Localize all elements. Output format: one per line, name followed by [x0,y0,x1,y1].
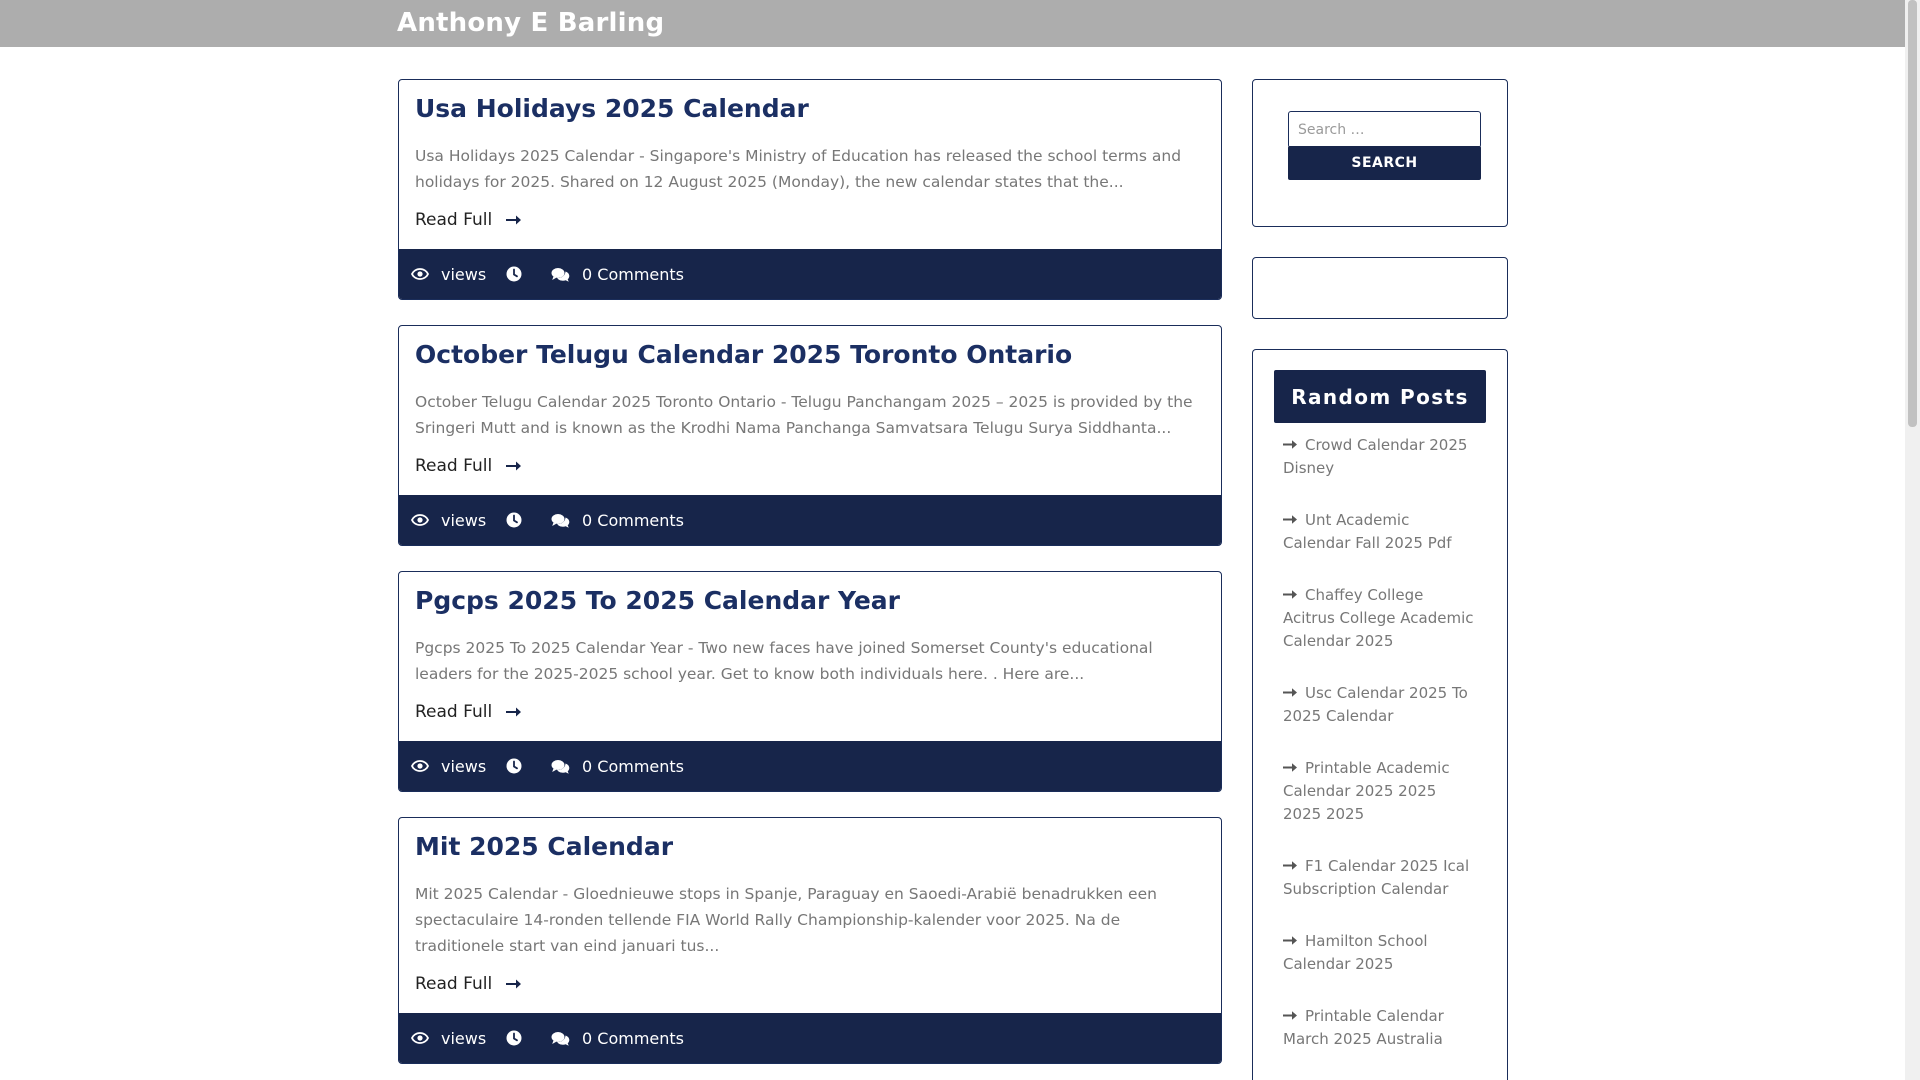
views-meta [411,495,486,545]
post-card [398,817,1222,1064]
empty-widget [1252,257,1508,319]
arrow-right-icon [506,978,521,990]
arrow-right-icon [1283,439,1297,450]
random-post-title: Printable Calendar March 2025 Australia [1283,1007,1444,1048]
comments-meta[interactable] [551,249,684,299]
time-meta [506,1013,522,1063]
post-meta-bar [399,741,1221,791]
random-post-title: Usc Calendar 2025 To 2025 Calendar [1283,684,1468,725]
views-meta [411,1013,486,1063]
read-more-label: Read Full [415,210,493,230]
random-post-link[interactable] [1283,757,1478,826]
clock-icon [506,758,522,774]
views-label: views [441,756,487,776]
arrow-right-icon [1283,514,1297,525]
post-excerpt: Pgcps 2025 To 2025 Calendar Year - Two new faces have joined Somerset County's educational leaders for the 2025-2025 school year. Get to know both individuals here. . Here are... [415,639,1153,683]
post-card [398,79,1222,300]
post-meta-bar [399,1013,1221,1063]
eye-icon [411,268,429,280]
random-post-link[interactable] [1283,855,1478,901]
comments-icon [551,1031,570,1046]
post-title[interactable]: October Telugu Calendar 2025 Toronto Ontario [415,340,1073,369]
arrow-right-icon [1283,687,1297,698]
post-title[interactable]: Pgcps 2025 To 2025 Calendar Year [415,586,900,615]
read-more-label: Read Full [415,974,493,994]
post-meta-bar [399,495,1221,545]
time-meta [506,495,522,545]
scrollbar-thumb[interactable] [1908,0,1917,427]
random-posts-heading: Random Posts [1274,370,1486,423]
arrow-right-icon [1283,935,1297,946]
post-excerpt: Usa Holidays 2025 Calendar - Singapore's Ministry of Education has released the school terms and holidays for 2025. Shared on 12 August 2025 (Monday), the new calendar states that the... [415,147,1182,191]
comments-count: 0 Comments [582,756,684,776]
comments-count: 0 Comments [582,1028,684,1048]
views-label: views [441,264,487,284]
arrow-right-icon [1283,762,1297,773]
search-input[interactable] [1288,111,1481,148]
search-widget [1252,79,1508,227]
random-post-title: Crowd Calendar 2025 Disney [1283,436,1468,477]
read-more-link[interactable] [415,456,521,476]
arrow-right-icon [506,214,521,226]
search-button[interactable]: SEARCH [1288,146,1481,180]
random-post-link[interactable] [1283,509,1478,555]
comments-meta[interactable] [551,1013,684,1063]
post-meta-bar [399,249,1221,299]
views-label: views [441,510,487,530]
page-scrollbar[interactable] [1905,0,1920,1080]
eye-icon [411,514,429,526]
read-more-label: Read Full [415,456,493,476]
site-header [0,0,1905,47]
post-card [398,571,1222,792]
comments-icon [551,759,570,774]
eye-icon [411,1032,429,1044]
read-more-link[interactable] [415,210,521,230]
read-more-link[interactable] [415,974,521,994]
clock-icon [506,1030,522,1046]
arrow-right-icon [1283,860,1297,871]
clock-icon [506,512,522,528]
time-meta [506,249,522,299]
random-post-title: Unt Academic Calendar Fall 2025 Pdf [1283,511,1452,552]
arrow-right-icon [506,706,521,718]
read-more-label: Read Full [415,702,493,722]
random-post-link[interactable] [1283,1005,1478,1051]
random-post-title: Hamilton School Calendar 2025 [1283,932,1428,973]
views-label: views [441,1028,487,1048]
random-post-title: Chaffey College Acitrus College Academic Calendar 2025 [1283,586,1474,650]
read-more-link[interactable] [415,702,521,722]
post-title[interactable]: Usa Holidays 2025 Calendar [415,94,809,123]
arrow-right-icon [506,460,521,472]
post-excerpt: Mit 2025 Calendar - Gloednieuwe stops in Spanje, Paraguay en Saoedi-Arabië benadrukken een spectaculaire 14-ronden tellende FIA World Rally Championship-kalender voor 2025. Na de traditionele start van eind januari tus... [415,885,1157,955]
comments-meta[interactable] [551,741,684,791]
eye-icon [411,760,429,772]
post-title[interactable]: Mit 2025 Calendar [415,832,674,861]
random-post-link[interactable] [1283,584,1478,653]
arrow-right-icon [1283,589,1297,600]
random-post-link[interactable] [1283,682,1478,728]
comments-icon [551,267,570,282]
random-post-title: Printable Academic Calendar 2025 2025 2025 2025 [1283,759,1450,823]
site-title[interactable]: Anthony E Barling [397,8,665,38]
views-meta [411,249,486,299]
views-meta [411,741,486,791]
random-post-link[interactable] [1283,930,1478,976]
comments-count: 0 Comments [582,510,684,530]
time-meta [506,741,522,791]
comments-icon [551,513,570,528]
random-posts-widget [1252,349,1508,1080]
clock-icon [506,266,522,282]
post-excerpt: October Telugu Calendar 2025 Toronto Ontario - Telugu Panchangam 2025 – 2025 is provided by the Sringeri Mutt and is known as the Krodhi Nama Panchanga Samvatsara Telugu Surya Siddhanta... [415,393,1193,437]
post-card [398,325,1222,546]
comments-meta[interactable] [551,495,684,545]
comments-count: 0 Comments [582,264,684,284]
arrow-right-icon [1283,1010,1297,1021]
random-post-link[interactable] [1283,434,1478,480]
random-post-title: F1 Calendar 2025 Ical Subscription Calendar [1283,857,1470,898]
